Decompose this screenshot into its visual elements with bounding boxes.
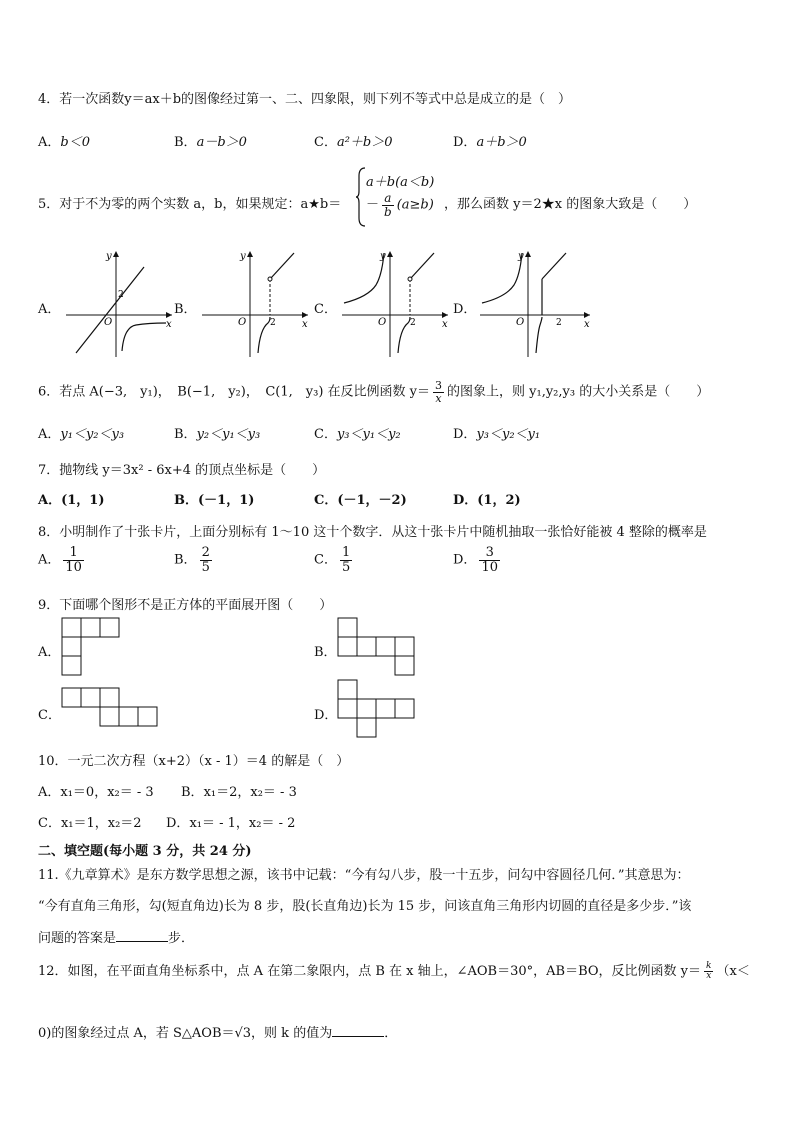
q4-option-c: C．a²＋b＞0 — [314, 135, 393, 150]
origin-label: O — [238, 317, 247, 328]
q5-case1: a＋b(a＜b) — [366, 175, 435, 190]
q8-option-d: D． $\frac{3}{10}$ — [453, 545, 498, 575]
q5-graph-b — [198, 245, 312, 360]
q7-option-b: B．(－1，1) — [174, 493, 255, 508]
q6-option-d: D．y₃＜y₂＜y₁ — [453, 427, 541, 442]
q9-stem: 9．下面哪个图形不是正方体的平面展开图（ ） — [38, 598, 333, 613]
q10-stem: 10．一元二次方程（x+2）（x - 1）＝4 的解是（ ） — [38, 754, 350, 769]
q6-stem: 6．若点 A(−3, y₁)， B(−1, y₂)， C(1, y₃) 在反比例函数 y＝ $\frac{3}{x}$ 的图象上，则 y₁,y₂,y₃ 的大小关系是（ ） — [38, 379, 710, 405]
q4-stem: 4．若一次函数y＝ax＋b的图像经过第一、二、四象限，则下列不等式中总是成立的是（ ） — [38, 92, 572, 107]
y-axis-label: y — [380, 251, 386, 262]
x-axis-label: x — [302, 319, 308, 330]
q5-stem-pre: 5．对于不为零的两个实数 a，b，如果规定：a★b＝ — [38, 197, 342, 212]
y-axis-label: y — [240, 251, 246, 262]
q11-line3: 问题的答案是 步． — [38, 931, 195, 946]
q10-option-b: B．x₁＝2，x₂＝ - 3 — [181, 785, 297, 800]
x-axis-label: x — [584, 319, 590, 330]
y-axis-label: y — [518, 251, 524, 262]
origin-label: O — [104, 317, 113, 328]
q7-option-a: A．(1，1) — [38, 493, 105, 508]
q8-option-c: C． $\frac{1}{5}$ — [314, 545, 351, 575]
q9-net-b — [336, 616, 420, 676]
q5-option-d-label: D． — [453, 302, 477, 317]
q11-line1: 11.《九章算术》是东方数学思想之源，该书中记载：“今有勾八步，股一十五步，问勾中容圆径几何．”其意思为： — [38, 868, 690, 883]
origin-label: O — [378, 317, 387, 328]
q12-answer-blank — [332, 1024, 384, 1037]
two-label: 2 — [556, 318, 562, 328]
q5-graph-d — [476, 245, 596, 360]
two-label: 2 — [118, 290, 124, 300]
q11-line2: “今有直角三角形，勾(短直角边)长为 8 步，股(长直角边)长为 15 步，问该直角三角形内切圆的直径是多少步．”该 — [38, 899, 692, 914]
q7-option-d: D．(1，2) — [453, 493, 521, 508]
q5-case2: － $\frac{a}{b}$ (a≥b) — [366, 191, 434, 219]
q5-option-b-label: B． — [174, 302, 197, 317]
q9-option-d-label: D． — [314, 708, 338, 723]
q5-option-a-label: A． — [38, 302, 61, 317]
q12-line1: 12．如图，在平面直角坐标系中，点 A 在第二象限内，点 B 在 x 轴上，∠AOB＝30°，AB＝BO，反比例函数 y＝ $\frac{k}{x}$ （x＜ — [38, 960, 750, 981]
q7-option-c: C．(－1，－2) — [314, 493, 407, 508]
q11-answer-blank — [116, 929, 168, 942]
q5-stem-post: ，那么函数 y＝2★x 的图象大致是（ ） — [444, 197, 697, 212]
q9-option-b-label: B． — [314, 645, 337, 660]
two-label: 2 — [410, 318, 416, 328]
origin-label: O — [516, 317, 525, 328]
x-axis-label: x — [442, 319, 448, 330]
q6-option-b: B．y₂＜y₁＜y₃ — [174, 427, 261, 442]
q4-option-b: B．a－b＞0 — [174, 135, 247, 150]
q5-graph-c — [338, 245, 452, 360]
q5-option-c-label: C． — [314, 302, 337, 317]
q9-net-a — [60, 616, 124, 676]
two-label: 2 — [270, 318, 276, 328]
y-axis-label: y — [106, 251, 112, 262]
x-axis-label: x — [166, 319, 172, 330]
section-2-heading: 二、填空题(每小题 3 分，共 24 分) — [38, 844, 252, 859]
q8-option-b: B． $\frac{2}{5}$ — [174, 545, 210, 575]
q8-option-a: A． $\frac{1}{10}$ — [38, 545, 82, 575]
q4-option-a: A．b＜0 — [38, 135, 90, 150]
q6-option-a: A．y₁＜y₂＜y₃ — [38, 427, 125, 442]
q9-option-a-label: A． — [38, 645, 61, 660]
q6-option-c: C．y₃＜y₁＜y₂ — [314, 427, 401, 442]
q12-line2: 0)的图象经过点 A，若 S△AOB＝√3，则 k 的值为 ． — [38, 1026, 398, 1041]
q10-option-a: A．x₁＝0，x₂＝ - 3 — [38, 785, 154, 800]
q8-stem: 8．小明制作了十张卡片，上面分别标有 1～10 这十个数字．从这十张卡片中随机抽取一张恰好能被 4 整除的概率是 — [38, 525, 707, 540]
q10-option-d: D．x₁＝ - 1，x₂＝ - 2 — [166, 816, 296, 831]
q9-net-c — [60, 686, 160, 728]
q10-option-c: C．x₁＝1，x₂＝2 — [38, 816, 142, 831]
q4-option-d: D．a＋b＞0 — [453, 135, 527, 150]
q5-graph-a — [62, 245, 176, 360]
q7-stem: 7．抛物线 y＝3x² - 6x+4 的顶点坐标是（ ） — [38, 463, 326, 478]
q9-net-d — [336, 678, 420, 738]
q9-option-c-label: C． — [38, 708, 61, 723]
